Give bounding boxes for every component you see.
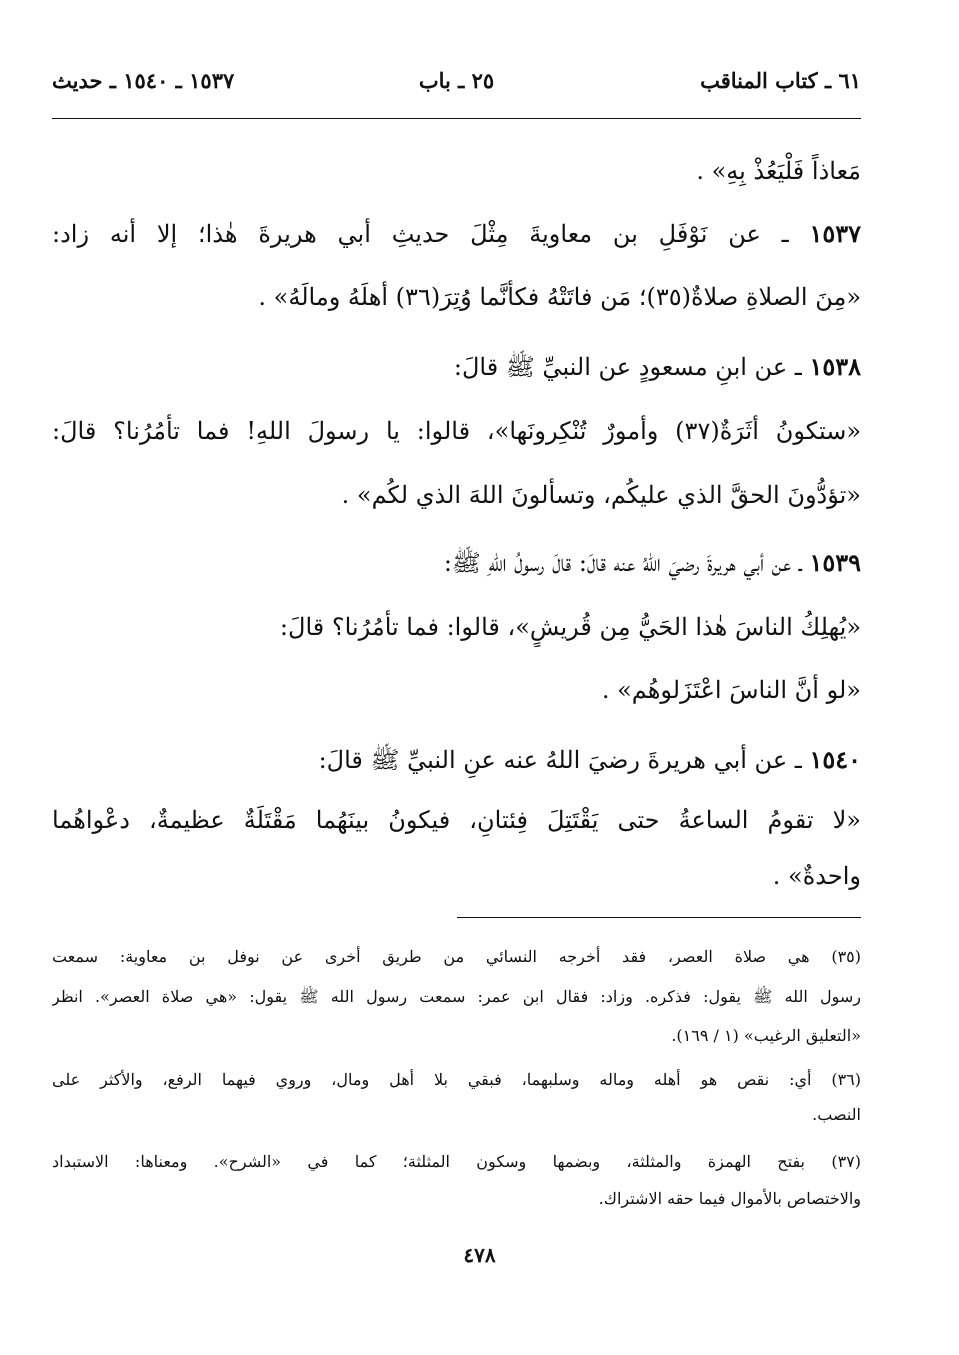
line-text: واحدةٌ» . bbox=[772, 862, 861, 890]
footnote-text: (٣٥) هي صلاة العصر، فقد أخرجه النسائي من طريق أخرى عن نوفل بن معاوية: سمعت bbox=[52, 947, 861, 966]
running-header bbox=[52, 62, 861, 102]
text-line bbox=[52, 607, 861, 647]
line-text: «يُهلِكُ الناسَ هٰذا الحَيُّ مِن قُريشٍ»، قالوا: فما تأمُرُنا؟ قالَ: bbox=[279, 613, 861, 641]
footnote-line bbox=[52, 1066, 861, 1094]
text-line bbox=[52, 475, 861, 515]
line-text: ـ عن أبي هريرةَ رضيَ اللهُ عنه قالَ: قالَ رسولُ اللهِ ﷺ: bbox=[443, 549, 810, 577]
line-text: «تؤدُّونَ الحقَّ الذي عليكُم، وتسألونَ اللهَ الذي لكُم» . bbox=[341, 481, 861, 509]
text-line bbox=[52, 670, 861, 710]
footnote-line bbox=[52, 1022, 861, 1050]
hadith-1538-heading bbox=[52, 347, 861, 387]
hadith-number: ١٥٤٠ bbox=[809, 745, 861, 774]
line-text: ـ عن أبي هريرةَ رضيَ اللهُ عنه عنِ النبيِّ ﷺ قالَ: bbox=[318, 746, 810, 774]
footnote-text: (٣٧) بفتح الهمزة والمثلثة، وبضمها وسكون المثلثة؛ كما في «الشرح». ومعناها: الاستبداد bbox=[52, 1152, 861, 1171]
text-line bbox=[52, 856, 861, 896]
hadith-number: ١٥٣٩ bbox=[809, 548, 861, 577]
line-text: «ستكونُ أثَرَةٌ(٣٧) وأمورٌ تُنْكِرونَها»، قالوا: يا رسولَ اللهِ! فما تأمُرُنا؟ قالَ: bbox=[52, 417, 861, 445]
header-divider bbox=[52, 118, 861, 119]
header-section: ٢٥ ـ باب bbox=[418, 68, 495, 93]
hadith-1540-heading bbox=[52, 740, 861, 780]
text-line bbox=[52, 277, 861, 317]
line-text: «مِنَ الصلاةِ صلاةٌ(٣٥)؛ مَن فاتَتْهُ فكأنَّما وُتِرَ(٣٦) أهلَهُ ومالَهُ» . bbox=[258, 283, 861, 311]
footnote-line bbox=[52, 1101, 861, 1129]
hadith-1537-heading bbox=[52, 214, 861, 254]
footnote-text: «التعليق الرغيب» (١ / ١٦٩). bbox=[671, 1026, 861, 1045]
footnote-text: (٣٦) أي: نقص هو أهله وماله وسلبهما، فبقي بلا أهل ومال، وروي فيهما الرفع، والأكثر على bbox=[52, 1070, 861, 1089]
footnote-divider bbox=[457, 917, 861, 918]
line-text: «لو أنَّ الناسَ اعْتَزَلوهُم» . bbox=[601, 676, 861, 704]
footnote-text: رسول الله ﷺ يقول: فذكره. وزاد: فقال ابن عمر: سمعت رسول الله ﷺ يقول: «هي صلاة العصر». انظر bbox=[52, 987, 861, 1006]
text-line bbox=[52, 411, 861, 451]
footnote-line bbox=[52, 983, 861, 1011]
header-hadith-range: ١٥٣٧ ـ ١٥٤٠ ـ حديث bbox=[52, 68, 235, 93]
footnote-line bbox=[52, 943, 861, 971]
hadith-1539-heading bbox=[52, 543, 861, 583]
page-number: ٤٧٨ bbox=[463, 1243, 496, 1267]
footnote-text: النصب. bbox=[812, 1105, 861, 1124]
footnote-text: والاختصاص بالأموال فيما حقه الاشتراك. bbox=[598, 1189, 861, 1208]
footnote-line bbox=[52, 1185, 861, 1213]
line-text: ـ عن ابنِ مسعودٍ عن النبيِّ ﷺ قالَ: bbox=[453, 353, 810, 381]
header-chapter: ٦١ ـ كتاب المناقب bbox=[700, 68, 861, 93]
line-text: «لا تقومُ الساعةُ حتى يَقْتَتِلَ فِئتانِ، فيكونُ بينَهُما مَقْتَلَةٌ عظيمةٌ، دعْواهُما bbox=[52, 806, 861, 834]
line-text: ـ عن نَوْفَلِ بن معاويةَ مِثْلَ حديثِ أبي هريرةَ هٰذا؛ إلا أنه زاد: bbox=[52, 220, 810, 248]
text-line bbox=[52, 151, 861, 191]
line-text: مَعاذاً فَلْيَعُذْ بِهِ» . bbox=[696, 157, 861, 185]
footnote-line bbox=[52, 1148, 861, 1176]
hadith-number: ١٥٣٨ bbox=[809, 352, 861, 381]
text-line bbox=[52, 800, 861, 840]
hadith-number: ١٥٣٧ bbox=[809, 219, 861, 248]
